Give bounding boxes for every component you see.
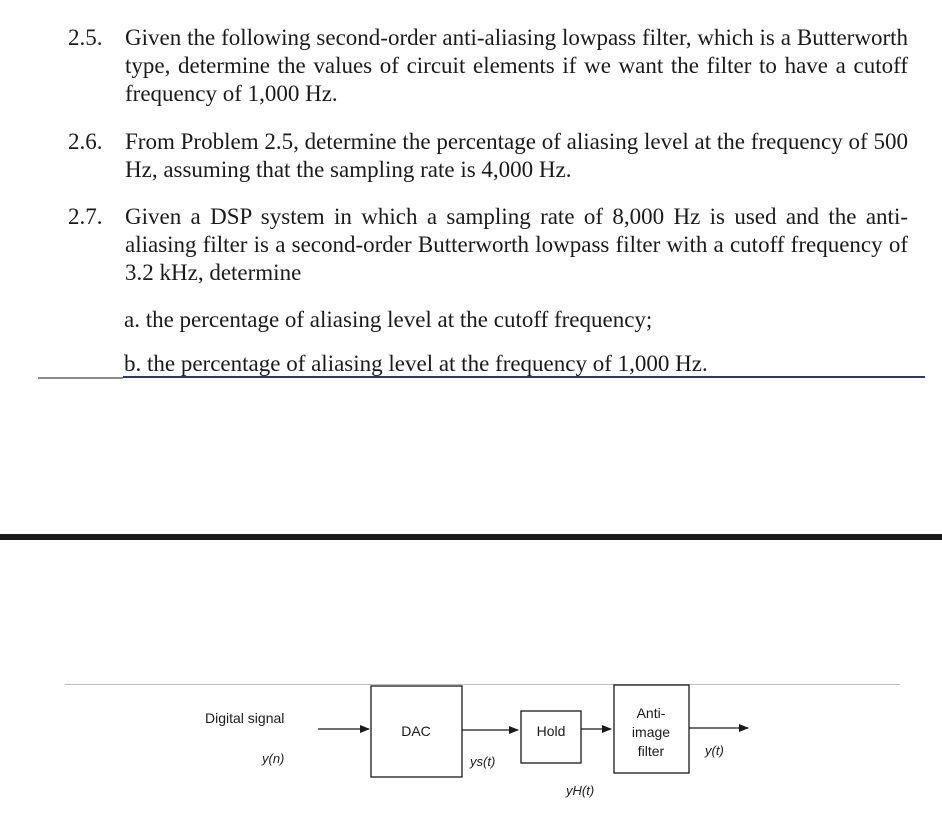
underline-rule-left (38, 377, 123, 379)
filter-label-line-1: Anti- (636, 705, 666, 721)
problem-number: 2.6. (68, 129, 103, 154)
underline-rule (123, 376, 925, 378)
problem-number: 2.5. (68, 25, 103, 50)
signal-yh: yH(t) (566, 783, 595, 798)
signal-output: y(t) (705, 743, 724, 758)
subitem-a: a. the percentage of aliasing level at the cutoff frequency; (124, 307, 653, 332)
filter-label-line-2: image (631, 724, 671, 740)
signal-ys: ys(t) (470, 754, 496, 769)
subitem-b: b. the percentage of aliasing level at the frequency of 1,000 Hz. (124, 351, 708, 376)
problem-text: Given a DSP system in which a sampling rate of 8,000 Hz is used and the anti-aliasing filter is a second-order Butterworth lowpass filter with a cutoff frequency of 3.2 kHz, determine (125, 204, 908, 285)
input-symbol: y(n) (262, 751, 285, 766)
input-label: Digital signal (205, 710, 285, 726)
problem-text: Given the following second-order anti-aliasing lowpass filter, which is a Butterworth type, determine the values of circuit elements if we want the filter to have a cutoff frequency of 1,000 Hz. (125, 25, 908, 106)
dac-block-diagram (0, 680, 942, 810)
hold-label: Hold (536, 723, 566, 739)
page-divider (0, 534, 942, 540)
dac-label: DAC (401, 723, 431, 739)
problem-text: From Problem 2.5, determine the percentage of aliasing level at the frequency of 500 Hz, assuming that the sampling rate is 4,000 Hz. (125, 129, 908, 182)
filter-label-line-3: filter (637, 743, 665, 759)
problem-number: 2.7. (68, 204, 103, 229)
